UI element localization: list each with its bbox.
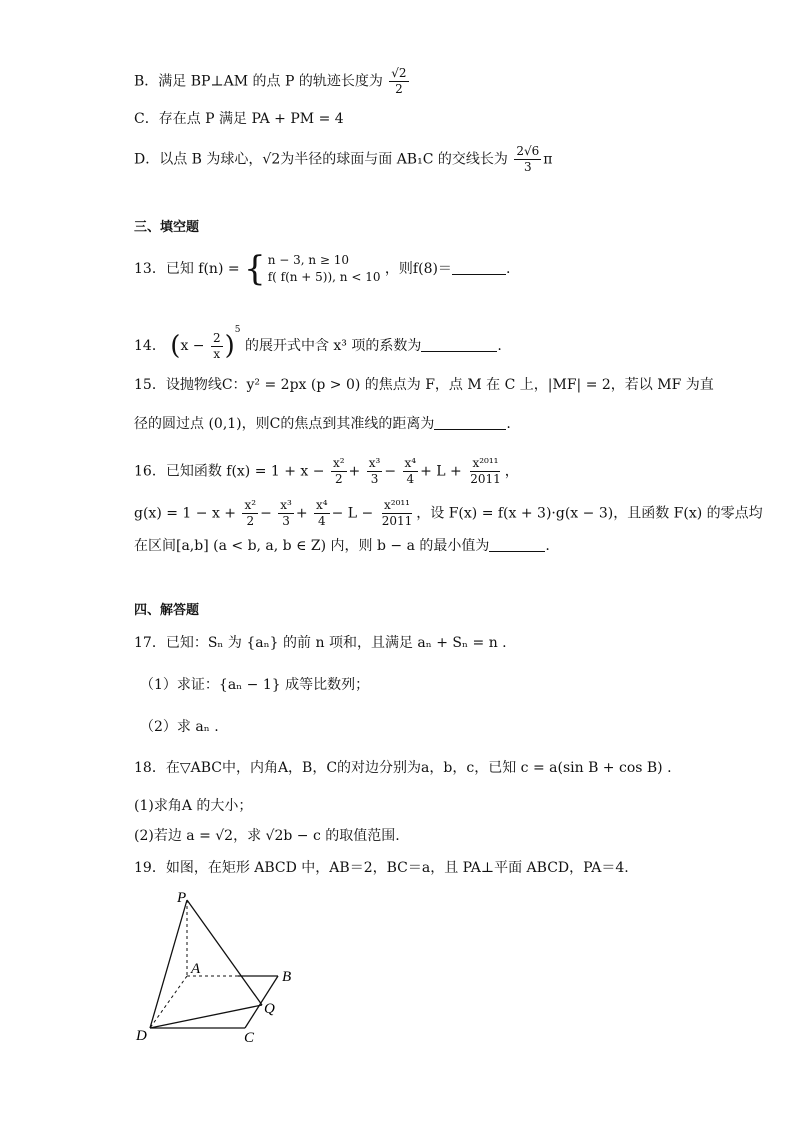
question-16-line-1: 16．已知函数 f(x) = 1 + x − $\frac{\text{x²}}{2}$ + $\frac{\text{x³}}{3}$ − $\frac{\text{x⁴}}{4}$ + L + $\frac{\text{x²⁰¹¹}}{2011}$ ， (134, 456, 519, 486)
option-b-text: B．满足 BP⊥AM 的点 P 的轨迹长度为 (134, 73, 383, 90)
edge-pd (150, 900, 187, 1028)
answer-blank[interactable] (452, 260, 506, 275)
question-17-part-1: （1）求证：{aₙ − 1} 成等比数列； (140, 677, 370, 693)
section-title-fill-in: 三、填空题 (134, 220, 200, 235)
label-b: B (282, 969, 292, 985)
question-17: 17．已知：Sₙ 为 {aₙ} 的前 n 项和，且满足 aₙ + Sₙ = n . (134, 635, 507, 651)
section-title-solutions: 四、解答题 (134, 603, 200, 618)
option-c (134, 109, 344, 129)
label-p: P (177, 890, 187, 906)
option-c-text: C．存在点 P 满足 PA + PM = 4 (134, 111, 344, 127)
edge-dq (150, 1005, 262, 1028)
question-19: 19．如图，在矩形 ABCD 中，AB＝2，BC＝a，且 PA⊥平面 ABCD，PA＝4. (134, 860, 629, 876)
label-d: D (136, 1028, 147, 1044)
label-q: Q (264, 1001, 275, 1017)
question-15-line-2: 径的圆过点 (0,1)，则C的焦点到其准线的距离为 . (134, 416, 511, 432)
piecewise-brace: { n − 3, n ≥ 10 f( f(n + 5)), n < 10 (244, 249, 381, 289)
edge-ad (150, 976, 187, 1028)
answer-blank[interactable] (489, 537, 545, 552)
case-1: n − 3, n ≥ 10 (267, 253, 350, 267)
question-18: 18．在▽ABC中，内角A，B，C的对边分别为a，b，c，已知 c = a(sin B + cos B) . (134, 760, 672, 776)
edge-pq (187, 900, 262, 1005)
label-c: C (244, 1030, 255, 1045)
question-18-part-1: (1)求角A 的大小； (134, 798, 253, 814)
option-b (134, 66, 411, 97)
question-16-line-3: 在区间[a,b] (a < b, a, b ∈ Z) 内，则 b − a 的最小值为 . (134, 538, 550, 554)
question-17-part-2: （2）求 aₙ . (140, 719, 219, 735)
case-2: f( f(n + 5)), n < 10 (267, 270, 381, 284)
pyramid-figure (130, 885, 310, 1045)
answer-blank[interactable] (421, 337, 497, 352)
question-16-line-2: g(x) = 1 − x + $\frac{\text{x²}}{2}$ − $\frac{\text{x³}}{3}$ + $\frac{\text{x⁴}}{4}$ − L − $\frac{\text{x²⁰¹¹}}{2011}$ ，设 F(x) = f(x + 3)·g(x − 3)，且函数 F(x) 的零点均 (134, 498, 763, 528)
label-a: A (191, 961, 201, 977)
question-18-part-2: (2)若边 a = √2，求 √2b − c 的取值范围. (134, 828, 400, 844)
option-b-fraction: $\frac{√2}{2}$ (391, 66, 407, 96)
answer-blank[interactable] (434, 415, 506, 430)
question-15-line-1: 15．设抛物线C：y² = 2px (p > 0) 的焦点为 F，点 M 在 C 上，|MF| = 2，若以 MF 为直 (134, 377, 714, 393)
option-d: D．以点 B 为球心，√2为半径的球面与面 AB₁C 的交线长为 $\frac{2√6}{3}$ π (134, 144, 553, 174)
question-14: 14． (x − $\frac{2}{x}$ )$^5$ 的展开式中含 x³ 项的系数为 . (134, 325, 502, 361)
option-d-fraction: $\frac{2√6}{3}$ (516, 144, 540, 174)
option-d-radius: √2 (262, 151, 281, 168)
question-13: 13．已知 f(n) = { n − 3, n ≥ 10 f( f(n + 5)), n < 10 ，则f(8)＝ . (134, 249, 511, 289)
